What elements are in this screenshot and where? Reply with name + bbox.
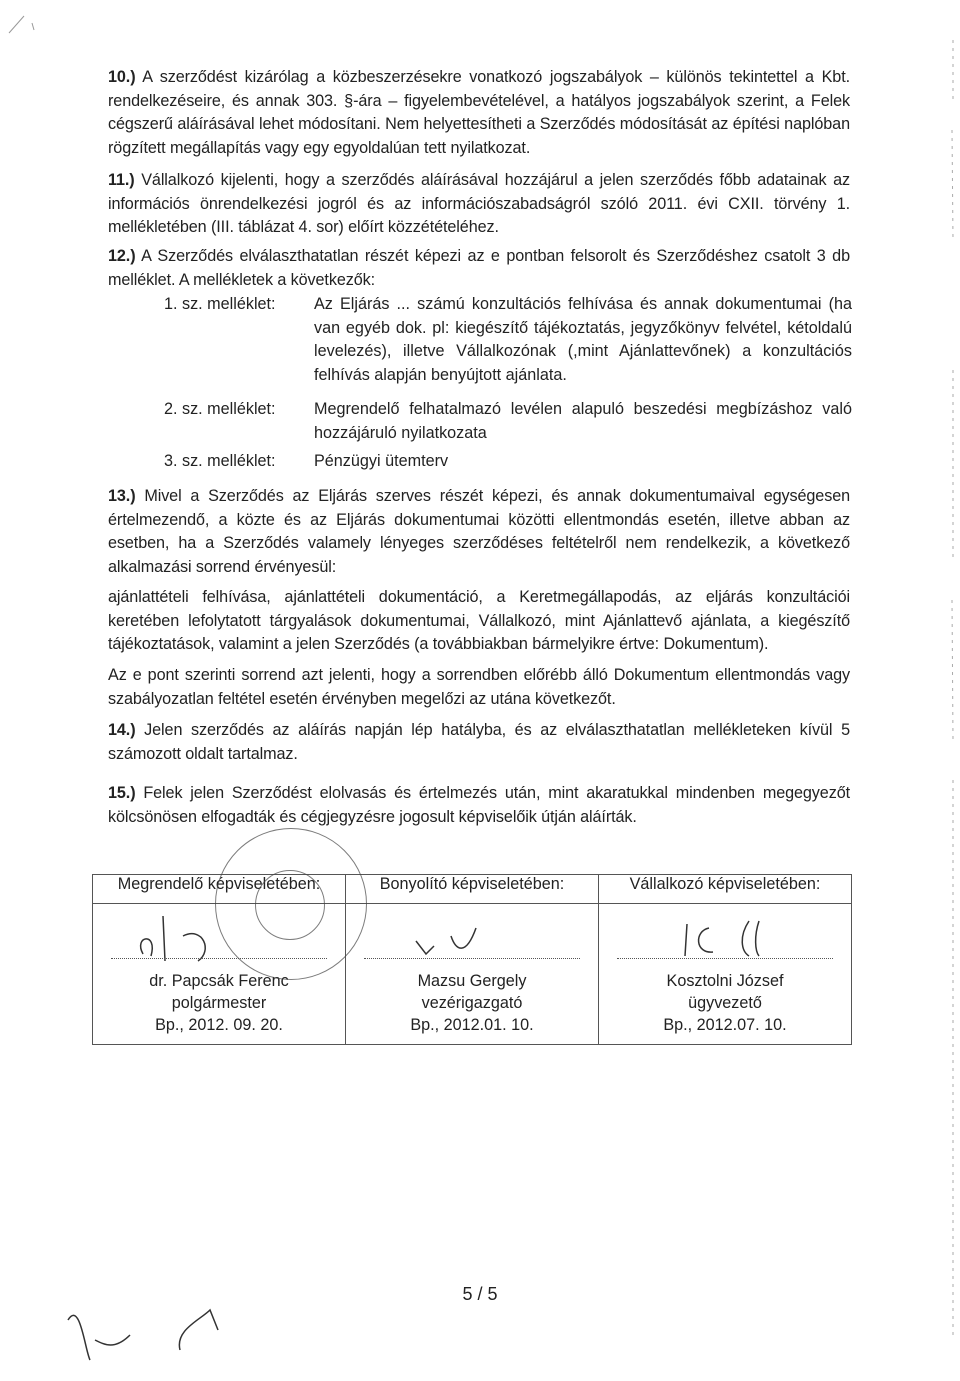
signatory-title: vezérigazgató xyxy=(421,994,523,1012)
paragraph-11 xyxy=(108,169,850,240)
paragraph-13-explanation xyxy=(108,664,850,711)
signature-table xyxy=(92,874,852,1045)
signatory-title: ügyvezető xyxy=(688,994,762,1012)
signatory-name: Kosztolni József xyxy=(666,972,784,990)
paragraph-number: 11.) xyxy=(108,171,135,189)
signature-header-customer: Megrendelő képviseletében: xyxy=(93,875,346,904)
initials-mark xyxy=(60,1290,240,1375)
paragraph-text: Felek jelen Szerződést elolvasás és értelmezés után, mint akaratukkal mindenben megegyezőt kölcsönösen elfogadták és cégjegyzésre jogosult képviselőik útján aláírták. xyxy=(108,784,850,826)
annex-label: 1. sz. melléklet: xyxy=(164,295,276,313)
signatory-title: polgármester xyxy=(171,994,267,1012)
paragraph-number: 15.) xyxy=(108,784,136,802)
handwritten-signature xyxy=(609,906,849,966)
annex-label: 2. sz. melléklet: xyxy=(164,400,276,418)
signature-header-manager: Bonyolító képviseletében: xyxy=(346,875,599,904)
signature-line xyxy=(617,958,833,959)
signatory-name: dr. Papcsák Ferenc xyxy=(149,972,289,990)
signature-header-contractor: Vállalkozó képviseletében: xyxy=(599,875,852,904)
scan-edge-marks xyxy=(950,40,956,1360)
signature-line xyxy=(364,958,580,959)
signature-block-contractor xyxy=(599,904,852,1045)
paragraph-number: 10.) xyxy=(108,68,136,86)
paragraph-number: 12.) xyxy=(108,247,136,265)
paragraph-text: ajánlattételi felhívása, ajánlattételi dokumentáció, a Keretmegállapodás, az eljárás konzultációi keretében lefolytatott tárgyalások dokumentumai, Vállalkozó, mint Ajánlattevő ajánlata, a kiegészítő tájékoztatások, valamint a jelen Szerződés (a továbbiakban bármelyikre értve: Dokumentum). xyxy=(108,588,850,653)
signatory-name: Mazsu Gergely xyxy=(417,972,527,990)
signature-date: Bp., 2012.07. 10. xyxy=(663,1016,787,1034)
paragraph-text: Vállalkozó kijelenti, hogy a szerződés aláírásával hozzájárul a jelen szerződés főbb adatainak az információs önrendelkezési jogról és az információszabadságról szóló 2011. évi CXII. törvény 1. mellékletében (III. táblázat 4. sor) előírt közzétételéhez. xyxy=(108,171,850,236)
signature-block-manager xyxy=(346,904,599,1045)
paragraph-15 xyxy=(108,782,850,829)
paragraph-text: Az e pont szerinti sorrend azt jelenti, hogy a sorrendben előrébb álló Dokumentum ellentmondás vagy szabályozatlan feltétel esetén érvényben megelőzi az utána következőt. xyxy=(108,666,850,708)
paragraph-10 xyxy=(108,66,850,160)
corner-mark xyxy=(4,8,44,38)
annex-text: Az Eljárás ... számú konzultációs felhívása és annak dokumentumai (ha van egyéb dok. pl: kiegészítő tájékoztatás, jegyzőkönyv felvétel, kétoldalú levelezés), illetve Vállalkozónak (,mint Ajánlattevőnek) a konzultációs felhívás alapján benyújtott ajánlata. xyxy=(314,295,852,384)
stamp-coat-of-arms xyxy=(255,870,325,940)
paragraph-text: A Szerződés elválaszthatatlan részét képezi az e pontban felsorolt és Szerződéshez csatolt 3 db melléklet. A mellékletek a következők: xyxy=(108,247,850,289)
paragraph-text: Mivel a Szerződés az Eljárás szerves részét képezi, és annak dokumentumaival egységesen értelmezendő, a közte és az Eljárás dokumentumai közötti ellentmondás esetén, illetve abban az esetben, ha a Szerződés valamely lényeges szerződéses feltételről nem rendelkezik, a következő alkalmazási sorrend érvényesül: xyxy=(108,487,850,576)
paragraph-14 xyxy=(108,719,850,766)
paragraph-12 xyxy=(108,245,850,292)
paragraph-text: A szerződést kizárólag a közbeszerzésekre vonatkozó jogszabályok – különös tekintettel a Kbt. rendelkezéseire, és annak 303. §-ára – figyelembevételével, a hatályos jogszabályok szerint, a Felek cégszerű aláírásával lehet módosítani. Nem helyettesítheti a Szerződés módosítását az építési naplóban rögzített megállapítás vagy egy egyoldalúan tett nyilatkozat. xyxy=(108,68,850,157)
paragraph-13-order xyxy=(108,586,850,657)
signature-date: Bp., 2012.01. 10. xyxy=(410,1016,534,1034)
paragraph-text: Jelen szerződés az aláírás napján lép hatályba, és az elválaszthatatlan mellékleteken kívül 5 számozott oldalt tartalmaz. xyxy=(108,721,850,763)
signature-date: Bp., 2012. 09. 20. xyxy=(155,1016,283,1034)
handwritten-signature xyxy=(356,906,596,966)
annex-text: Megrendelő felhatalmazó levélen alapuló beszedési megbízáshoz való hozzájáruló nyilatkozata xyxy=(314,400,852,442)
paragraph-number: 13.) xyxy=(108,487,136,505)
page-number: 5 / 5 xyxy=(462,1284,498,1304)
paragraph-13 xyxy=(108,485,850,579)
annex-label: 3. sz. melléklet: xyxy=(164,452,276,470)
paragraph-number: 14.) xyxy=(108,721,136,739)
annex-text: Pénzügyi ütemterv xyxy=(314,452,449,470)
